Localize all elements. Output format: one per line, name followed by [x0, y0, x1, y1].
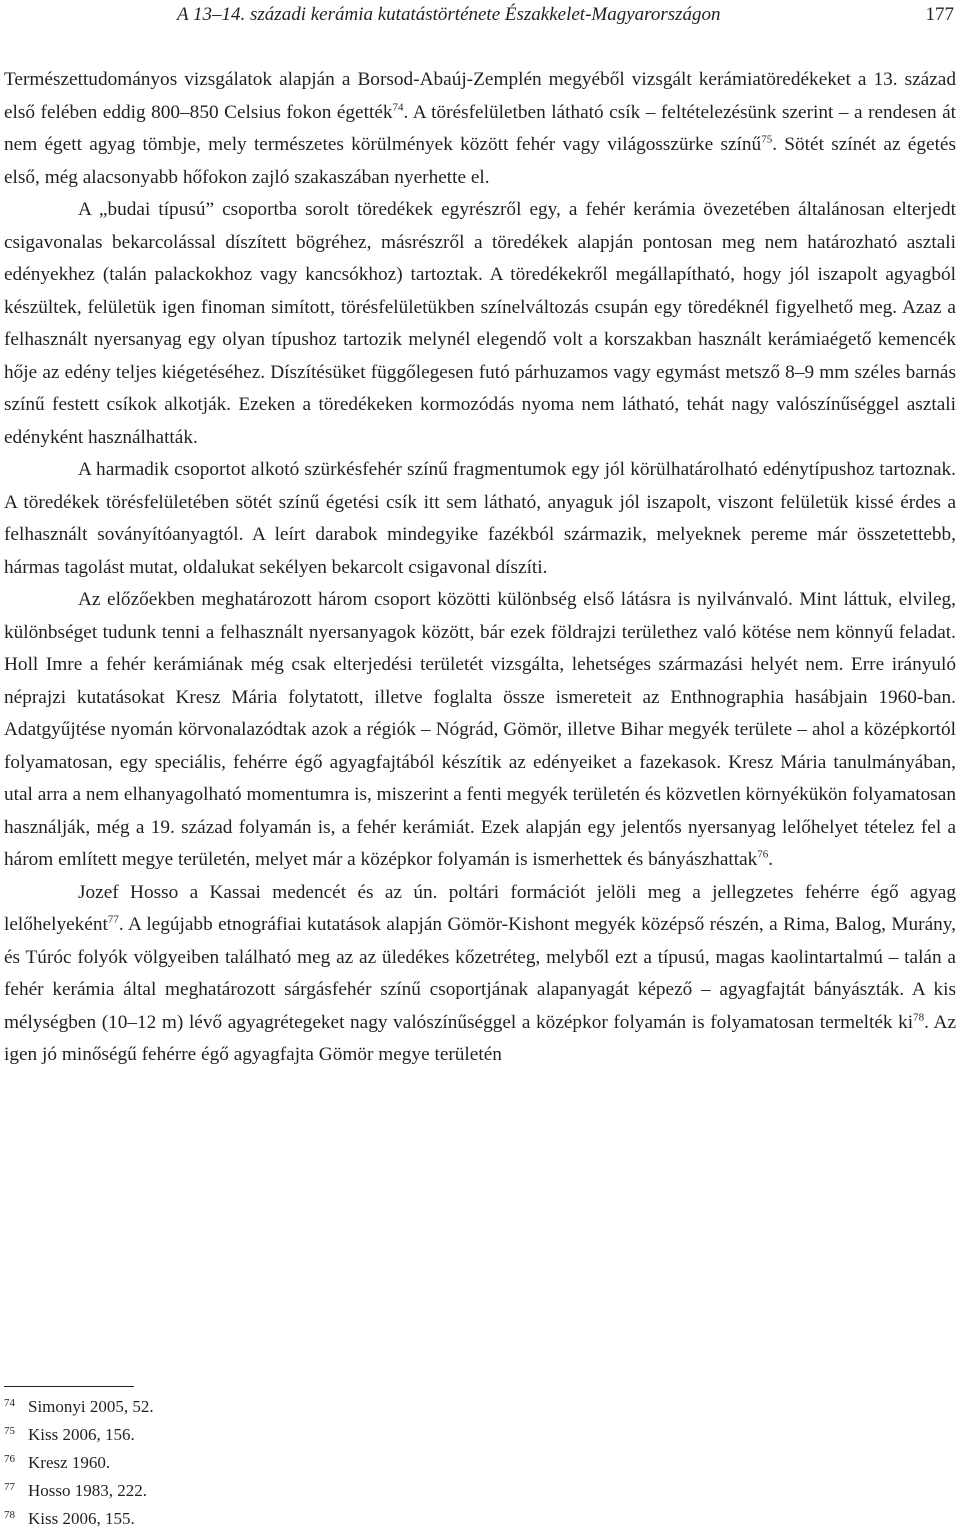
paragraph-text: . A legújabb etnográfiai kutatások alapján Gömör-Kishont megyék középső részén, a Rima, Balog, Murány, és Túróc folyók völgyeiben található meg az az üledékes kőzetréteg, melyből ezt a típusú, magas kaolintartalmú – talán a fehér kerámia által meghatározott sárgásfehér színű csoportjának alapanyagát képező – agyagfajtát bányászták. A kis mélységben (10–12 m) lévő agyagrétegeket nagy valószínűséggel a középkor folyamán is folyamatosan termelték ki [4, 914, 956, 1033]
footnote [4, 1425, 956, 1453]
footnote [4, 1397, 956, 1425]
body-text [4, 64, 956, 1072]
paragraph [4, 454, 956, 584]
footnote-text: Kiss 2006, 155. [28, 1509, 135, 1529]
paragraph [4, 64, 956, 194]
footnote-number: 74 [4, 1397, 28, 1409]
paragraph-text: Természettudományos vizsgálatok alapján a Borsod-Abaúj-Zemplén megyéből vizsgált kerámiatöredékeket a 13. század első felében eddig 800–850 Celsius fokon égették [4, 69, 956, 123]
footnote-reference: 75 [761, 134, 772, 146]
footnote-text: Kiss 2006, 156. [28, 1425, 135, 1445]
footnote [4, 1453, 956, 1481]
footnote-rule [4, 1386, 134, 1387]
footnote [4, 1509, 956, 1537]
paragraph-text: Az előzőekben meghatározott három csoport közötti különbség első látásra is nyilvánvaló. Mint láttuk, elvileg, különbséget tudunk tenni a felhasznált nyersanyagok között, bár ezek földrajzi területhez való kötése nem könnyű feladat. Holl Imre a fehér kerámiának még csak elterjedési területét vizsgálta, lehetséges származási helyét nem. Erre irányuló néprajzi kutatásokat Kresz Mária folytatott, illetve foglalta össze ismereteit az Enthnographia hasábjain 1960-ban. Adatgyűjtése nyomán körvonalazódtak azok a régiók – Nógrád, Gömör, illetve Bihar megyék területe – ahol a középkortól folyamatosan, egy speciális, fehérre égő agyagfajtából készítik az edényeiket a fazekasok. Kresz Mária tanulmányában, utal arra a nem elhanyagolható momentumra is, miszerint a fenti megyék területén és közvetlen környékükön folyamatosan használják, még a 19. század folyamán is, a fehér kerámiát. Ezek alapján egy jelentős nyersanyag lelőhelyet tételez fel a három említett megye területén, melyet már a középkor folyamán is ismerhettek és bányászhattak [4, 589, 956, 870]
running-header [0, 0, 960, 30]
running-title: A 13–14. századi kerámia kutatástörténete Északkelet-Magyarországon [0, 4, 721, 26]
paragraph-text: . [768, 849, 773, 870]
footnote-reference: 78 [913, 1011, 924, 1023]
paragraph-text: . A törésfelületben látható csík – feltételezésünk szerint – a rendesen át nem égett agyag tömbje, mely természetes körülmények között fehér vagy világosszürke színű [4, 102, 956, 156]
paragraph-text: A „budai típusú” csoportba sorolt töredékek egyrészről egy, a fehér kerámia övezetében általánosan elterjedt csigavonalas bekarcolással díszített bögréhez, másrészről a töredékek alapján pontosan meg nem határozható asztali edényekhez (talán palackokhoz vagy kancsókhoz) tartoztak. A töredékekről megállapítható, hogy jól iszapolt agyagból készültek, felületük igen finoman simított, törésfelületükben színelváltozás csupán egy töredéknél figyelhető meg. Azaz a felhasznált nyersanyag egy olyan típushoz tartozik melynél elegendő volt a korszakban használt kerámiaégető kemencék hője az edény teljes kiégetéséhez. Díszítésüket függőlegesen futó párhuzamos vagy egymást metsző 8–9 mm széles barnás színű festett csíkok alkotják. Ezeken a töredékeken kormozódás nyoma nem látható, tehát nagy valószínűséggel asztali edényként használhatták. [4, 199, 956, 448]
paragraph-text: A harmadik csoportot alkotó szürkésfehér színű fragmentumok egy jól körülhatárolható edénytípushoz tartoznak. A töredékek törésfelületében sötét színű égetési csík itt sem látható, anyaguk jól iszapolt, viszont felületük kissé érdes a felhasznált soványítóanyagtól. A leírt darabok mindegyike fazékból származik, melyeknek pereme már összetettebb, hármas tagolást mutat, oldalukat sekélyen bekarcolt csigavonal díszíti. [4, 459, 956, 578]
footnote-number: 75 [4, 1425, 28, 1437]
paragraph-text: . Az igen jó minőségű fehérre égő agyagfajta Gömör megye területén [4, 1012, 956, 1066]
footnote-list [4, 1397, 956, 1537]
footnote-text: Hosso 1983, 222. [28, 1481, 147, 1501]
footnote-text: Simonyi 2005, 52. [28, 1397, 154, 1417]
paragraph [4, 584, 956, 877]
page-number: 177 [926, 4, 960, 26]
paragraph [4, 877, 956, 1072]
footnotes [4, 1386, 956, 1537]
footnote-reference: 76 [757, 849, 768, 861]
footnote-number: 77 [4, 1481, 28, 1493]
paragraph-text: . Sötét színét az égetés első, még alacsonyabb hőfokon zajló szakaszában nyerhette el. [4, 134, 956, 188]
footnote-reference: 77 [108, 914, 119, 926]
footnote-text: Kresz 1960. [28, 1453, 110, 1473]
footnote [4, 1481, 956, 1509]
paragraph [4, 194, 956, 454]
paragraph-text: Jozef Hosso a Kassai medencét és az ún. poltári formációt jelöli meg a jellegzetes fehérre égő agyag lelőhelyeként [4, 882, 956, 936]
footnote-reference: 74 [393, 101, 404, 113]
footnote-number: 78 [4, 1509, 28, 1521]
footnote-number: 76 [4, 1453, 28, 1465]
